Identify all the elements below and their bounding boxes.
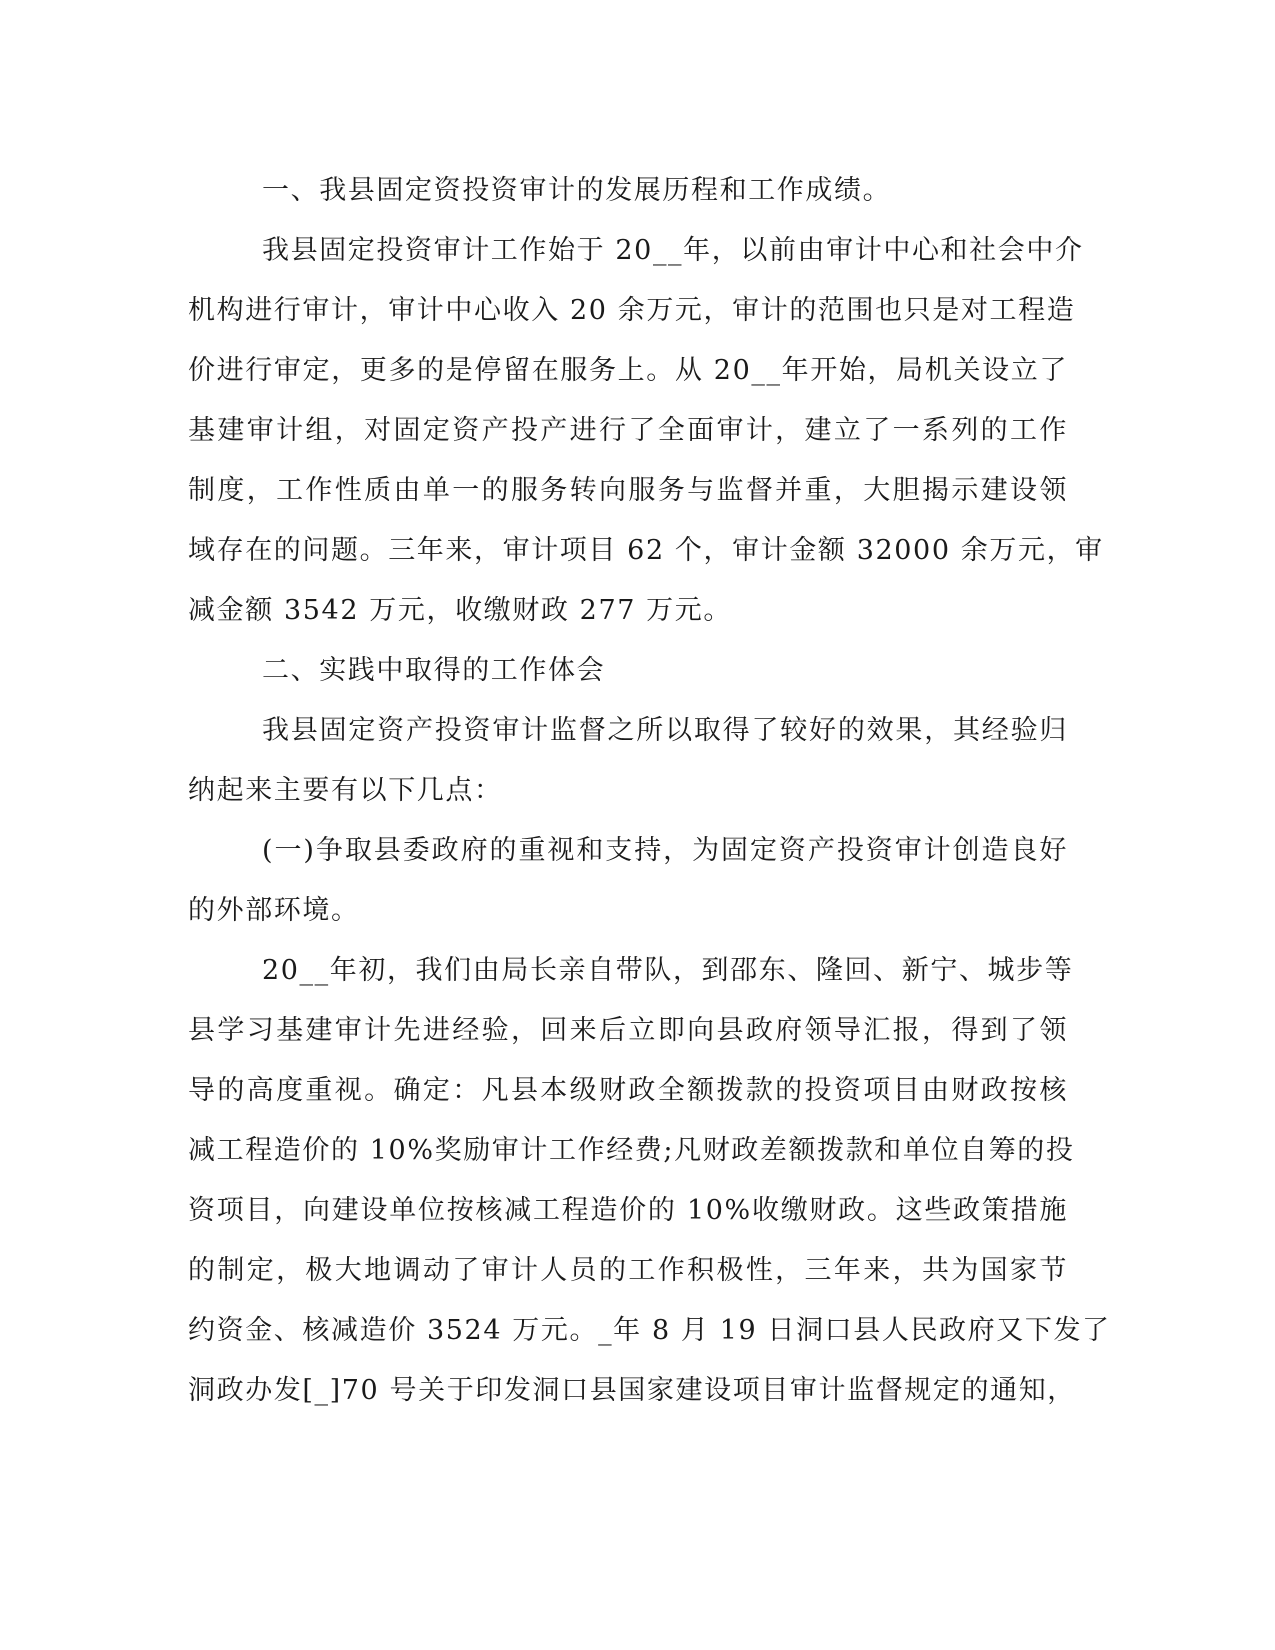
paragraph-line: 资项目，向建设单位按核减工程造价的 10%收缴财政。这些政策措施 — [188, 1195, 1068, 1226]
paragraph-line: 制度，工作性质由单一的服务转向服务与监督并重，大胆揭示建设领 — [188, 475, 1068, 506]
paragraph-line: 我县固定投资审计工作始于 20__年，以前由审计中心和社会中介 — [262, 235, 1084, 266]
paragraph-line: 20__年初，我们由局长亲自带队，到邵东、隆回、新宁、城步等 — [262, 955, 1074, 986]
paragraph-line: 约资金、核减造价 3524 万元。_年 8 月 19 日洞口县人民政府又下发了 — [188, 1315, 1111, 1346]
subsection-heading-1-cont: 的外部环境。 — [188, 895, 360, 926]
paragraph-line: 机构进行审计，审计中心收入 20 余万元，审计的范围也只是对工程造 — [188, 295, 1076, 326]
section-heading-1: 一、我县固定资投资审计的发展历程和工作成绩。 — [262, 175, 892, 206]
paragraph-line: 洞政办发[_]70 号关于印发洞口县国家建设项目审计监督规定的通知， — [188, 1375, 1076, 1406]
paragraph-line: 基建审计组，对固定资产投产进行了全面审计，建立了一系列的工作 — [188, 415, 1068, 446]
paragraph-line: 域存在的问题。三年来，审计项目 62 个，审计金额 32000 余万元，审 — [188, 535, 1104, 566]
subsection-heading-1: (一)争取县委政府的重视和支持，为固定资产投资审计创造良好 — [262, 835, 1068, 866]
paragraph-line: 纳起来主要有以下几点： — [188, 775, 503, 806]
paragraph-line: 价进行审定，更多的是停留在服务上。从 20__年开始，局机关设立了 — [188, 355, 1068, 386]
section-heading-2: 二、实践中取得的工作体会 — [262, 655, 606, 686]
document-body — [188, 161, 1111, 1421]
paragraph-line: 我县固定资产投资审计监督之所以取得了较好的效果，其经验归 — [262, 715, 1068, 746]
paragraph-line: 减工程造价的 10%奖励审计工作经费;凡财政差额拨款和单位自筹的投 — [188, 1135, 1075, 1166]
paragraph-line: 县学习基建审计先进经验，回来后立即向县政府领导汇报，得到了领 — [188, 1015, 1068, 1046]
paragraph-line: 减金额 3542 万元，收缴财政 277 万元。 — [188, 595, 732, 626]
paragraph-line: 导的高度重视。确定：凡县本级财政全额拨款的投资项目由财政按核 — [188, 1075, 1068, 1106]
paragraph-line: 的制定，极大地调动了审计人员的工作积极性，三年来，共为国家节 — [188, 1255, 1068, 1286]
